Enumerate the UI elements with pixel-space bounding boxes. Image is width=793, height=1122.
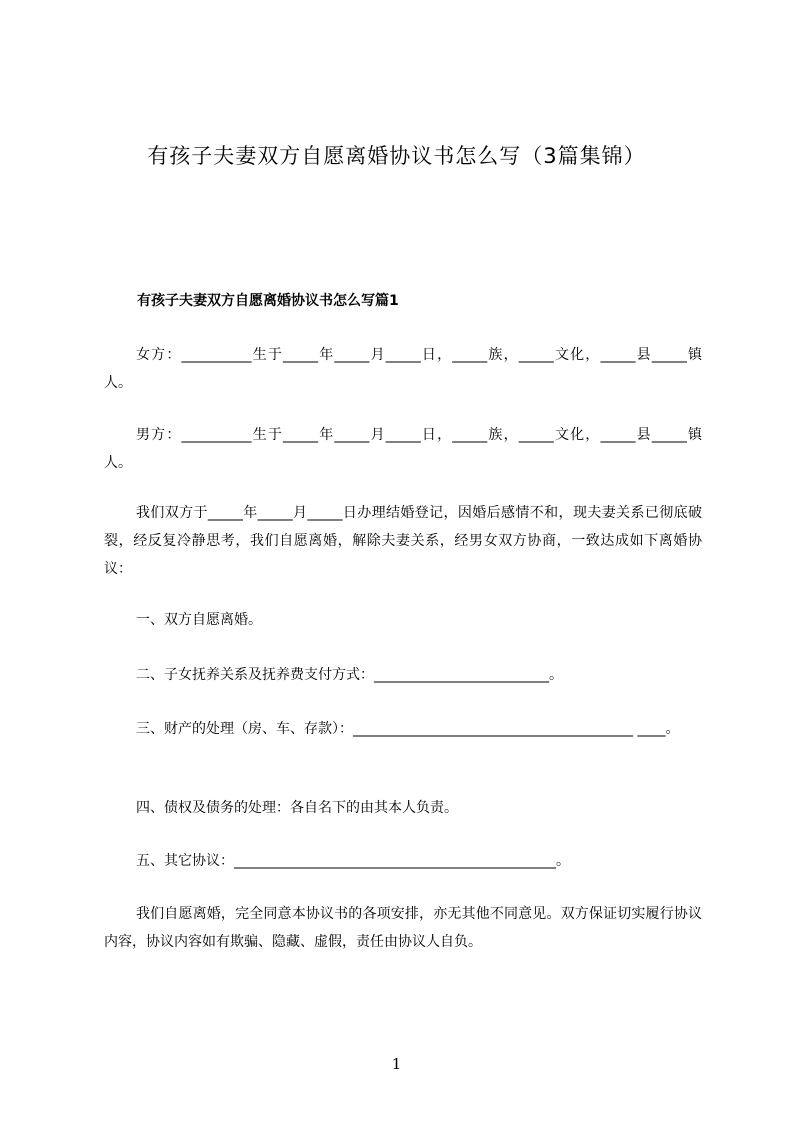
document-title: 有孩子夫妻双方自愿离婚协议书怎么写（3篇集锦）	[147, 144, 646, 168]
agreement-item-3: 三、财产的处理（房、车、存款）：________________________________________ ____。	[136, 721, 680, 737]
paragraph-closing: 我们自愿离婚，完全同意本协议书的各项安排，亦无其他不同意见。双方保证切实履行协议内容，协议内容如有欺骗、隐藏、虚假，责任由协议人自负。	[104, 906, 702, 950]
paragraph-woman-info: 女方：__________生于_____年_____月_____日，_____族，_____文化，_____县_____镇人。	[104, 347, 702, 391]
paragraph-man-info: 男方：__________生于_____年_____月_____日，_____族，_____文化，_____县_____镇人。	[104, 427, 702, 471]
agreement-item-4: 四、债权及债务的处理：各自名下的由其本人负责。	[136, 800, 458, 816]
section-heading: 有孩子夫妻双方自愿离婚协议书怎么写篇1	[137, 293, 399, 309]
agreement-item-5: 五、其它协议：______________________________________________。	[136, 853, 570, 869]
agreement-item-1: 一、双方自愿离婚。	[136, 612, 262, 628]
agreement-item-2: 二、子女抚养关系及抚养费支付方式：_________________________。	[136, 667, 563, 683]
page-number: 1	[391, 1055, 402, 1073]
paragraph-intro: 我们双方于_____年_____月_____日办理结婚登记，因婚后感情不和，现夫妻关系已彻底破裂，经反复冷静思考，我们自愿离婚，解除夫妻关系，经男女双方协商，一致达成如下离婚协议：	[104, 505, 702, 577]
